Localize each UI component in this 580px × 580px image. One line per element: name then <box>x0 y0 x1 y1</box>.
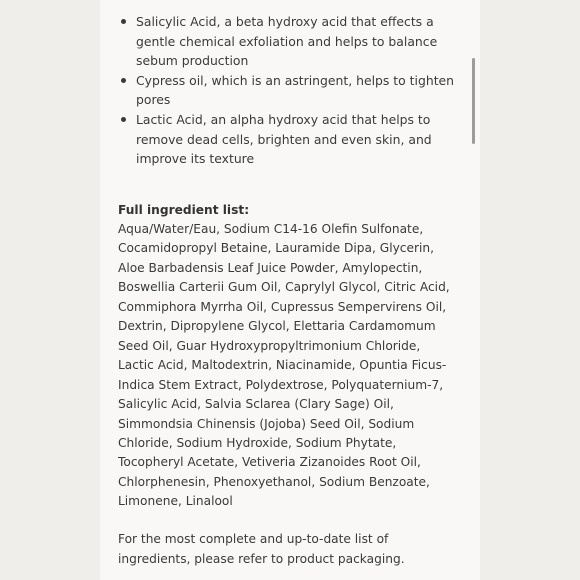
ingredient-line: Dextrin, Dipropylene Glycol, Elettaria Cardamomum <box>118 319 436 334</box>
ingredient-list-title: Full ingredient list: <box>118 203 250 217</box>
left-margin <box>0 0 100 580</box>
benefit-line: sebum production <box>136 53 249 69</box>
ingredient-line: Tocopheryl Acetate, Vetiveria Zizanoides Root Oil, <box>118 455 421 470</box>
ingredient-list <box>118 220 468 512</box>
ingredient-line: Chlorphenesin, Phenoxyethanol, Sodium Benzoate, <box>118 474 430 489</box>
ingredient-line: Lactic Acid, Maltodextrin, Niacinamide, Opuntia Ficus- <box>118 358 447 373</box>
ingredient-line: Cocamidopropyl Betaine, Lauramide Dipa, Glycerin, <box>118 241 434 256</box>
benefit-line: remove dead cells, brighten and even skin, and <box>136 131 432 147</box>
benefit-line: gentle chemical exfoliation and helps to balance <box>136 33 438 49</box>
benefit-line: Lactic Acid, an alpha hydroxy acid that helps to <box>136 111 431 127</box>
ingredient-line: Indica Stem Extract, Polydextrose, Polyquaternium-7, <box>118 377 444 392</box>
benefit-line: pores <box>136 92 171 108</box>
ingredient-line: Salicylic Acid, Salvia Sclarea (Clary Sage) Oil, <box>118 397 394 412</box>
ingredient-line: Limonene, Linalool <box>118 494 233 509</box>
scrollbar-thumb[interactable] <box>472 58 475 144</box>
ingredient-line: Simmondsia Chinensis (Jojoba) Seed Oil, Sodium <box>118 416 415 431</box>
benefit-line: improve its texture <box>136 151 255 167</box>
benefit-item-salicylic-acid <box>118 12 468 71</box>
packaging-note-line: ingredients, please refer to product packaging. <box>118 551 405 566</box>
benefit-item-cypress-oil <box>118 71 468 110</box>
benefits-list <box>118 12 468 169</box>
ingredient-line: Seed Oil, Guar Hydroxypropyltrimonium Chloride, <box>118 338 421 353</box>
ingredient-line: Boswellia Carterii Gum Oil, Caprylyl Glycol, Citric Acid, <box>118 280 450 295</box>
benefit-line: Salicylic Acid, a beta hydroxy acid that effects a <box>136 14 434 29</box>
ingredient-line: Chloride, Sodium Hydroxide, Sodium Phytate, <box>118 435 397 450</box>
packaging-note <box>118 530 468 569</box>
right-margin <box>480 0 580 580</box>
benefit-item-lactic-acid <box>118 110 468 169</box>
ingredient-line: Commiphora Myrrha Oil, Cupressus Sempervirens Oil, <box>118 299 447 314</box>
ingredient-line: Aloe Barbadensis Leaf Juice Powder, Amylopectin, <box>118 260 423 275</box>
packaging-note-line: For the most complete and up-to-date list of <box>118 532 389 546</box>
ingredient-line: Aqua/Water/Eau, Sodium C14-16 Olefin Sulfonate, <box>118 222 424 236</box>
benefit-line: Cypress oil, which is an astringent, helps to tighten <box>136 72 455 88</box>
